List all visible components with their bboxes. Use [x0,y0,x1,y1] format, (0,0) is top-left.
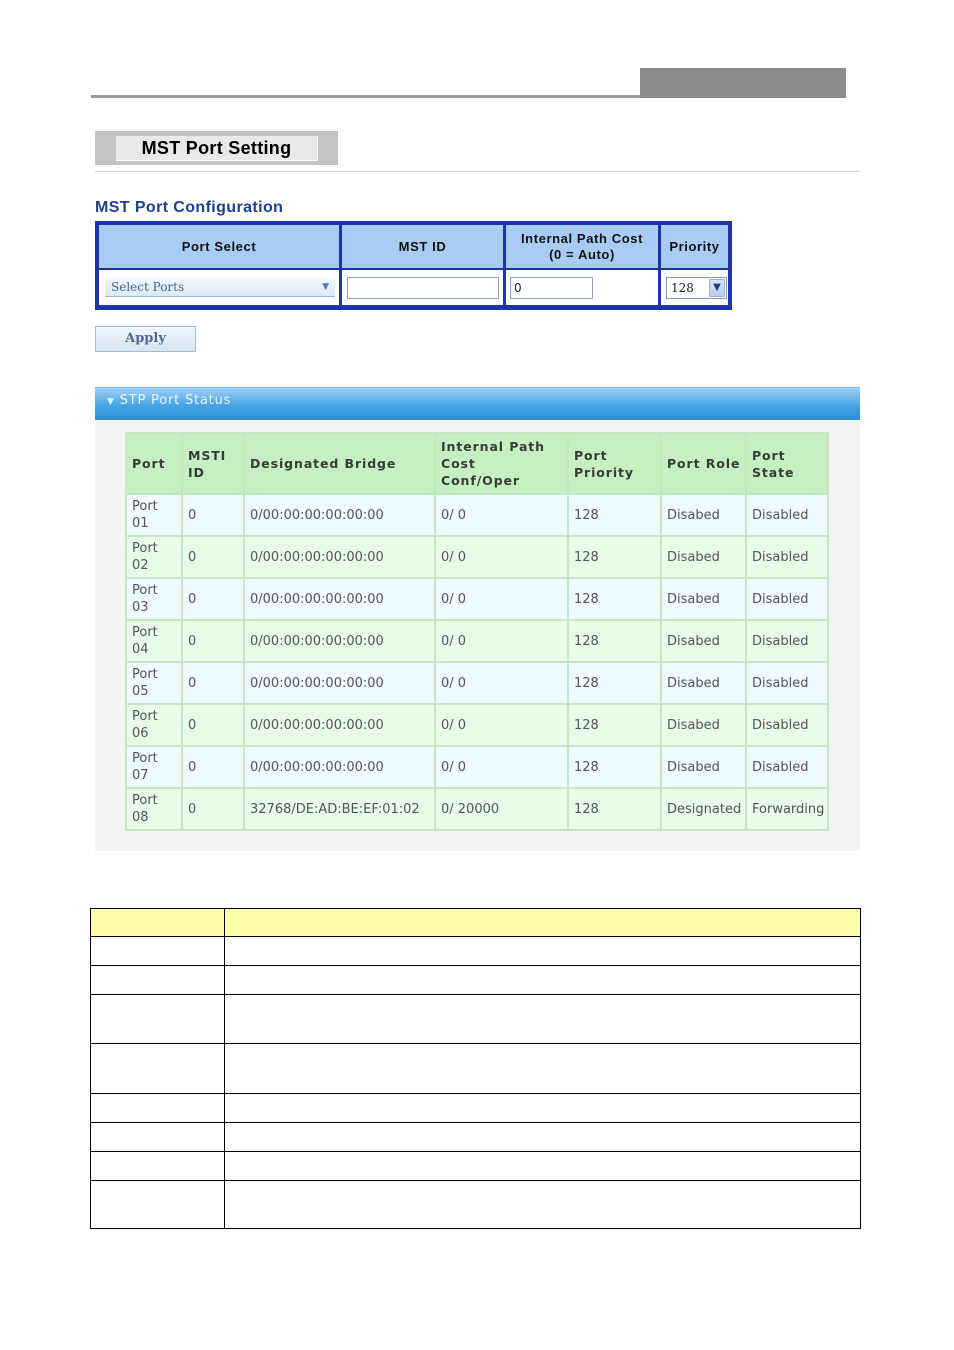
description-row [91,1181,861,1229]
cell-msti: 0 [182,620,244,662]
description-table [90,908,861,1229]
header-mst-id: MST ID [342,225,503,268]
cell-cost: 0/ 0 [435,704,568,746]
cell-msti: 0 [182,746,244,788]
config-section-title: MST Port Configuration [95,199,284,216]
col-designated-bridge: Designated Bridge [244,433,435,494]
cell-port: Port 05 [126,662,182,704]
stp-status-table [125,432,829,831]
cell-state: Disabled [746,536,828,578]
cell-role: Disabed [661,620,746,662]
table-row [126,620,828,662]
cell-role: Disabed [661,704,746,746]
header-path-cost-line1: Internal Path Cost [520,230,644,246]
collapse-arrow-icon: ▼ [107,397,115,407]
header-cell [224,909,860,937]
table-row [126,536,828,578]
cell-bridge: 0/00:00:00:00:00:00 [244,536,435,578]
cell-priority: 128 [568,704,661,746]
header-path-cost-line2: (0 = Auto) [549,246,615,262]
cell-port: Port 01 [126,494,182,536]
description-row [91,1123,861,1152]
apply-button[interactable]: Apply [95,326,196,352]
cell-priority: 128 [568,788,661,830]
mst-id-cell [342,270,503,305]
cell-state: Disabled [746,662,828,704]
cell-msti: 0 [182,494,244,536]
cell-role: Disabed [661,494,746,536]
cell-msti: 0 [182,578,244,620]
header-block [640,68,846,98]
stp-panel-title[interactable] [107,393,231,408]
col-port: Port [126,433,182,494]
cell-port: Port 08 [126,788,182,830]
cell-priority: 128 [568,578,661,620]
cell-role: Disabed [661,662,746,704]
description-row [91,1152,861,1181]
cell-state: Disabled [746,704,828,746]
cell-state: Disabled [746,494,828,536]
path-cost-input[interactable]: 0 [510,277,593,299]
title-divider [95,171,860,172]
table-row [126,662,828,704]
priority-select[interactable] [666,277,727,299]
header-internal-path-cost [506,225,658,268]
cell-msti: 0 [182,662,244,704]
cell-msti: 0 [182,704,244,746]
col-port-state: Port State [746,433,828,494]
cell-priority: 128 [568,662,661,704]
port-select-cell [99,270,339,305]
col-port-role: Port Role [661,433,746,494]
col-port-priority: Port Priority [568,433,661,494]
cell-cost: 0/ 0 [435,578,568,620]
cell-priority: 128 [568,620,661,662]
table-header-row [126,433,828,494]
cell-role: Disabed [661,746,746,788]
stp-panel-title-text: STP Port Status [119,393,232,408]
header-priority: Priority [661,225,728,268]
cell-cost: 0/ 0 [435,620,568,662]
header-rule [91,95,640,98]
cell-priority: 128 [568,536,661,578]
cell-cost: 0/ 0 [435,536,568,578]
cell-bridge: 0/00:00:00:00:00:00 [244,662,435,704]
cell-cost: 0/ 0 [435,494,568,536]
table-row [126,578,828,620]
table-row [126,704,828,746]
cell-msti: 0 [182,536,244,578]
cell-msti: 0 [182,788,244,830]
description-row [91,1044,861,1094]
cell-cost: 0/ 0 [435,662,568,704]
description-row [91,966,861,995]
cell-port: Port 03 [126,578,182,620]
cell-role: Designated [661,788,746,830]
description-header-row [91,909,861,937]
cell-port: Port 07 [126,746,182,788]
path-cost-cell [506,270,658,305]
port-select-value: Select Ports [111,280,185,294]
header-port-select: Port Select [99,225,339,268]
description-row [91,995,861,1044]
cell-bridge: 0/00:00:00:00:00:00 [244,704,435,746]
cell-bridge: 0/00:00:00:00:00:00 [244,746,435,788]
cell-port: Port 06 [126,704,182,746]
mst-id-input[interactable] [347,277,499,299]
header-cell [91,909,225,937]
cell-port: Port 04 [126,620,182,662]
page-title: MST Port Setting [116,136,318,161]
dropdown-arrow-icon: ▼ [322,282,329,292]
priority-value: 128 [671,281,694,295]
cell-bridge: 0/00:00:00:00:00:00 [244,620,435,662]
col-msti-id: MSTI ID [182,433,244,494]
cell-state: Disabled [746,620,828,662]
cell-cost: 0/ 0 [435,746,568,788]
description-row [91,937,861,966]
cell-bridge: 0/00:00:00:00:00:00 [244,578,435,620]
table-row [126,494,828,536]
cell-port: Port 02 [126,536,182,578]
port-select-dropdown[interactable] [105,277,335,297]
col-internal-path-cost: Internal Path Cost Conf/Oper [435,433,568,494]
cell-state: Forwarding [746,788,828,830]
priority-cell [661,270,728,305]
table-row [126,746,828,788]
table-row [126,788,828,830]
chevron-down-icon: ▼ [709,279,725,297]
cell-cost: 0/ 20000 [435,788,568,830]
cell-role: Disabed [661,536,746,578]
cell-bridge: 0/00:00:00:00:00:00 [244,494,435,536]
cell-role: Disabed [661,578,746,620]
cell-state: Disabled [746,746,828,788]
config-table [95,221,732,310]
description-row [91,1094,861,1123]
cell-priority: 128 [568,746,661,788]
cell-priority: 128 [568,494,661,536]
cell-bridge: 32768/DE:AD:BE:EF:01:02 [244,788,435,830]
cell-state: Disabled [746,578,828,620]
